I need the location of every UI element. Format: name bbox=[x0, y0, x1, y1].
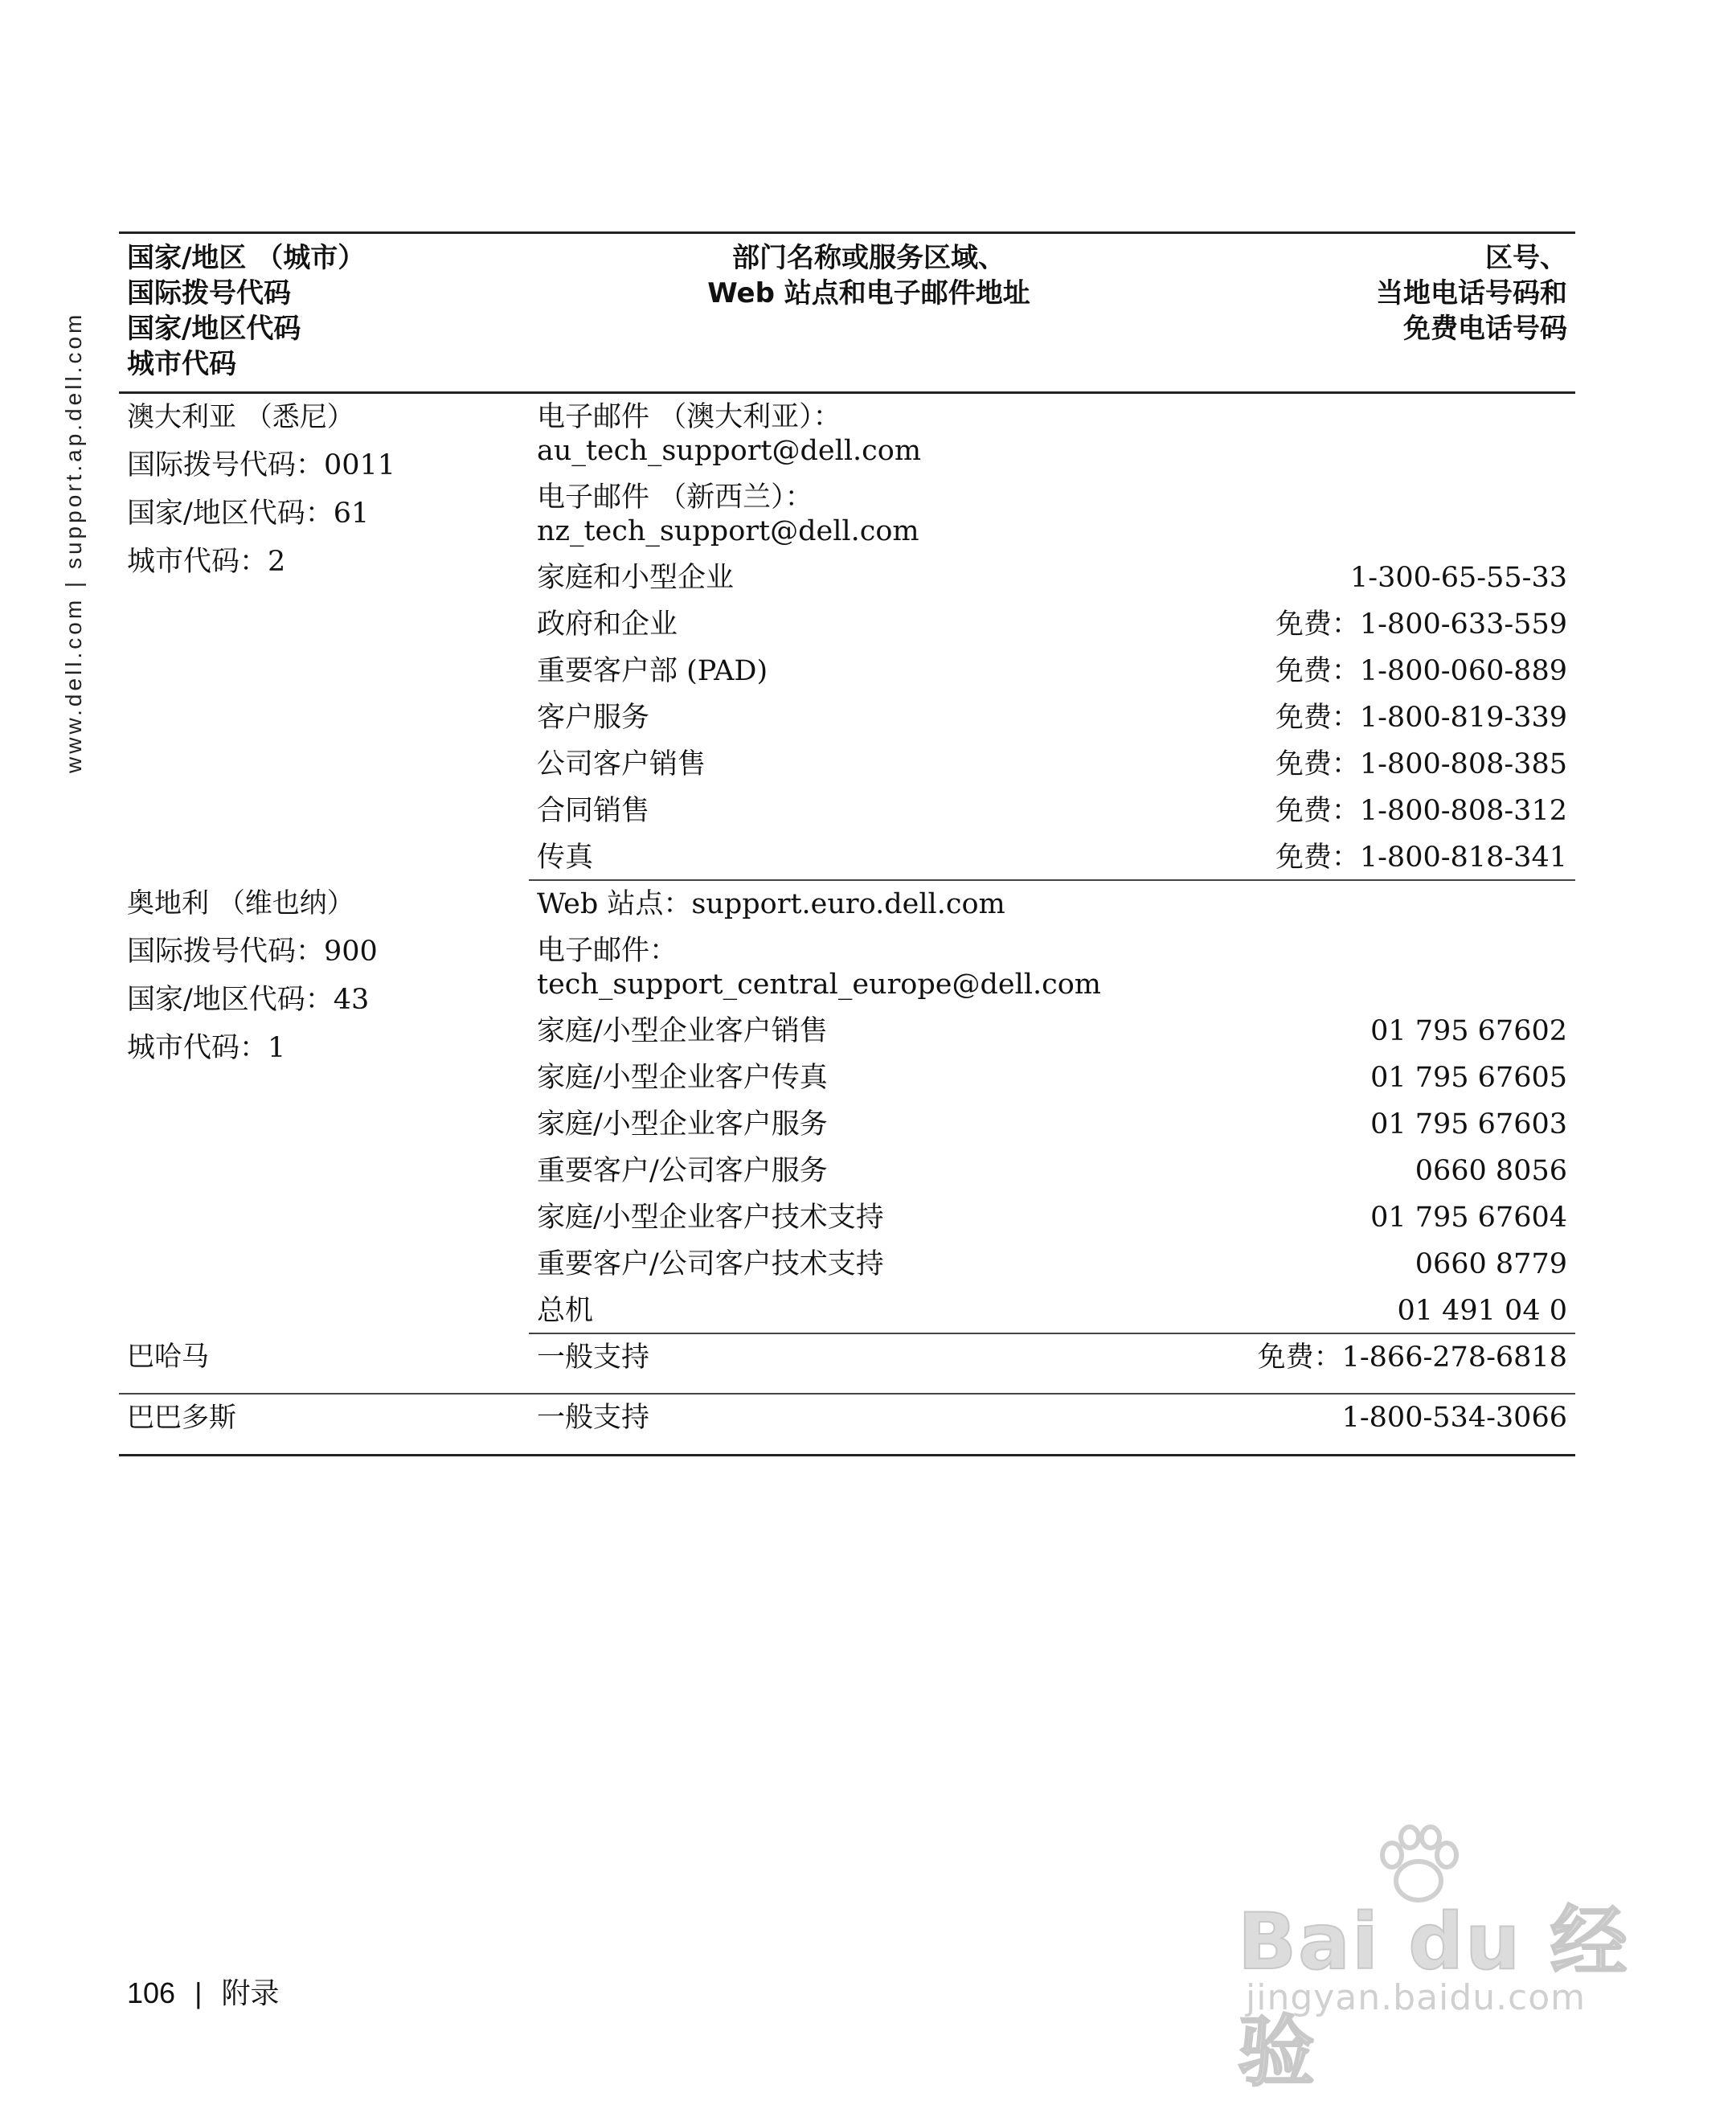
dialing-code-line: 国际拨号代码：0011 bbox=[127, 449, 396, 481]
country-cell bbox=[119, 1394, 529, 1456]
department-text: 重要客户/公司客户服务 bbox=[537, 1155, 828, 1187]
department-cell bbox=[529, 880, 1201, 928]
department-text: 一般支持 bbox=[537, 1341, 650, 1374]
department-cell bbox=[529, 1394, 1201, 1456]
phone-cell: 01 491 04 0 bbox=[1201, 1288, 1575, 1333]
phone-cell: 01 795 67603 bbox=[1370, 1108, 1567, 1141]
department-cell bbox=[529, 694, 1201, 741]
department-text: 电子邮件： bbox=[537, 935, 678, 967]
table-row bbox=[119, 1394, 1575, 1456]
phone-cell bbox=[1201, 474, 1575, 555]
country-group bbox=[119, 1333, 1575, 1394]
department-cell bbox=[529, 393, 1201, 475]
country-cell bbox=[119, 393, 529, 881]
side-url-text: www.dell.com | support.ap.dell.com bbox=[61, 311, 86, 773]
department-text: 家庭/小型企业客户技术支持 bbox=[537, 1202, 884, 1234]
phone-cell: 0660 8056 bbox=[1415, 1155, 1567, 1187]
country-group bbox=[119, 393, 1575, 881]
department-text: 合同销售 bbox=[537, 795, 650, 827]
email-address: au_tech_support@dell.com bbox=[537, 435, 922, 467]
section-title: 附录 bbox=[221, 1976, 280, 2009]
email-address: tech_support_central_europe@dell.com bbox=[537, 969, 1101, 1001]
phone-cell bbox=[1201, 393, 1575, 475]
dialing-code-line: 国际拨号代码：900 bbox=[127, 936, 378, 968]
phone-cell: 1-300-65-55-33 bbox=[1350, 562, 1567, 594]
country-cell bbox=[119, 880, 529, 1333]
header-department: 部门名称或服务区域、 Web 站点和电子邮件地址 bbox=[529, 233, 1201, 393]
table-row bbox=[119, 1333, 1575, 1394]
department-text: 家庭/小型企业客户销售 bbox=[537, 1015, 828, 1047]
dialing-code-line: 国家/地区代码：43 bbox=[127, 984, 370, 1016]
department-cell bbox=[529, 1194, 1201, 1241]
country-name: 巴哈马 bbox=[127, 1341, 209, 1373]
phone-cell: 01 795 67604 bbox=[1370, 1202, 1567, 1234]
table-row bbox=[119, 880, 1575, 928]
department-cell bbox=[529, 1288, 1201, 1333]
department-cell bbox=[529, 1008, 1201, 1055]
phone-cell: 免费：1-800-808-385 bbox=[1275, 748, 1567, 780]
department-cell bbox=[529, 555, 1201, 601]
department-cell bbox=[529, 741, 1201, 788]
department-cell bbox=[529, 1055, 1201, 1101]
department-text: Web 站点：support.euro.dell.com bbox=[537, 888, 1005, 920]
department-cell bbox=[529, 928, 1201, 1008]
country-name: 奥地利 （维也纳） bbox=[127, 887, 354, 919]
phone-cell: 免费：1-800-060-889 bbox=[1275, 655, 1567, 687]
table-header bbox=[119, 233, 1575, 393]
department-cell bbox=[529, 788, 1201, 834]
department-text: 传真 bbox=[537, 842, 594, 874]
department-text: 家庭和小型企业 bbox=[537, 562, 735, 594]
department-text: 家庭/小型企业客户服务 bbox=[537, 1108, 828, 1141]
dialing-code-line: 城市代码：1 bbox=[127, 1032, 286, 1064]
dialing-code-line: 城市代码：2 bbox=[127, 546, 286, 578]
header-country: 国家/地区 （城市） 国际拨号代码 国家/地区代码 城市代码 bbox=[119, 233, 529, 393]
department-text: 政府和企业 bbox=[537, 608, 678, 641]
department-text: 公司客户销售 bbox=[537, 748, 706, 780]
department-text: 总机 bbox=[537, 1295, 594, 1327]
country-group bbox=[119, 880, 1575, 1333]
phone-cell: 免费：1-800-808-312 bbox=[1275, 795, 1567, 827]
department-text: 客户服务 bbox=[537, 702, 650, 734]
department-cell bbox=[529, 601, 1201, 648]
phone-cell: 免费：1-866-278-6818 bbox=[1201, 1333, 1575, 1394]
department-text: 电子邮件 （澳大利亚）： bbox=[537, 401, 841, 433]
page-number: 106 bbox=[127, 1976, 176, 2009]
country-group bbox=[119, 1394, 1575, 1456]
watermark-url: jingyan.baidu.com bbox=[1246, 1977, 1587, 2018]
phone-cell: 0660 8779 bbox=[1415, 1248, 1567, 1280]
watermark-brand: Bai du 经验 bbox=[1238, 1897, 1629, 2097]
department-cell bbox=[529, 474, 1201, 555]
country-name: 澳大利亚 （悉尼） bbox=[127, 401, 354, 433]
department-text: 重要客户/公司客户技术支持 bbox=[537, 1248, 884, 1280]
dialing-code-line: 国家/地区代码：61 bbox=[127, 498, 370, 530]
phone-cell bbox=[1201, 928, 1575, 1008]
department-cell bbox=[529, 1101, 1201, 1148]
country-cell bbox=[119, 1333, 529, 1394]
table-row bbox=[119, 393, 1575, 475]
footer-separator: | bbox=[194, 1976, 203, 2009]
phone-cell: 1-800-534-3066 bbox=[1201, 1394, 1575, 1456]
header-phone: 区号、 当地电话号码和 免费电话号码 bbox=[1201, 233, 1575, 393]
department-cell bbox=[529, 648, 1201, 694]
contact-table bbox=[119, 231, 1575, 1456]
country-name: 巴巴多斯 bbox=[127, 1402, 236, 1434]
department-cell bbox=[529, 1148, 1201, 1194]
phone-cell: 免费：1-800-818-341 bbox=[1201, 834, 1575, 880]
department-cell bbox=[529, 1333, 1201, 1394]
phone-cell: 01 795 67602 bbox=[1370, 1015, 1567, 1047]
phone-cell: 免费：1-800-633-559 bbox=[1275, 608, 1567, 641]
phone-cell: 01 795 67605 bbox=[1370, 1062, 1567, 1094]
page-footer bbox=[127, 1976, 279, 2011]
department-text: 重要客户部 (PAD) bbox=[537, 655, 768, 687]
department-cell bbox=[529, 834, 1201, 880]
phone-cell: 免费：1-800-819-339 bbox=[1275, 702, 1567, 734]
baidu-watermark bbox=[1238, 1825, 1672, 2097]
department-cell bbox=[529, 1241, 1201, 1288]
department-text: 一般支持 bbox=[537, 1402, 650, 1434]
department-text: 电子邮件 （新西兰）：nz_tech_support@dell.com bbox=[537, 481, 919, 547]
department-text: 家庭/小型企业客户传真 bbox=[537, 1062, 828, 1094]
phone-cell bbox=[1201, 880, 1575, 928]
